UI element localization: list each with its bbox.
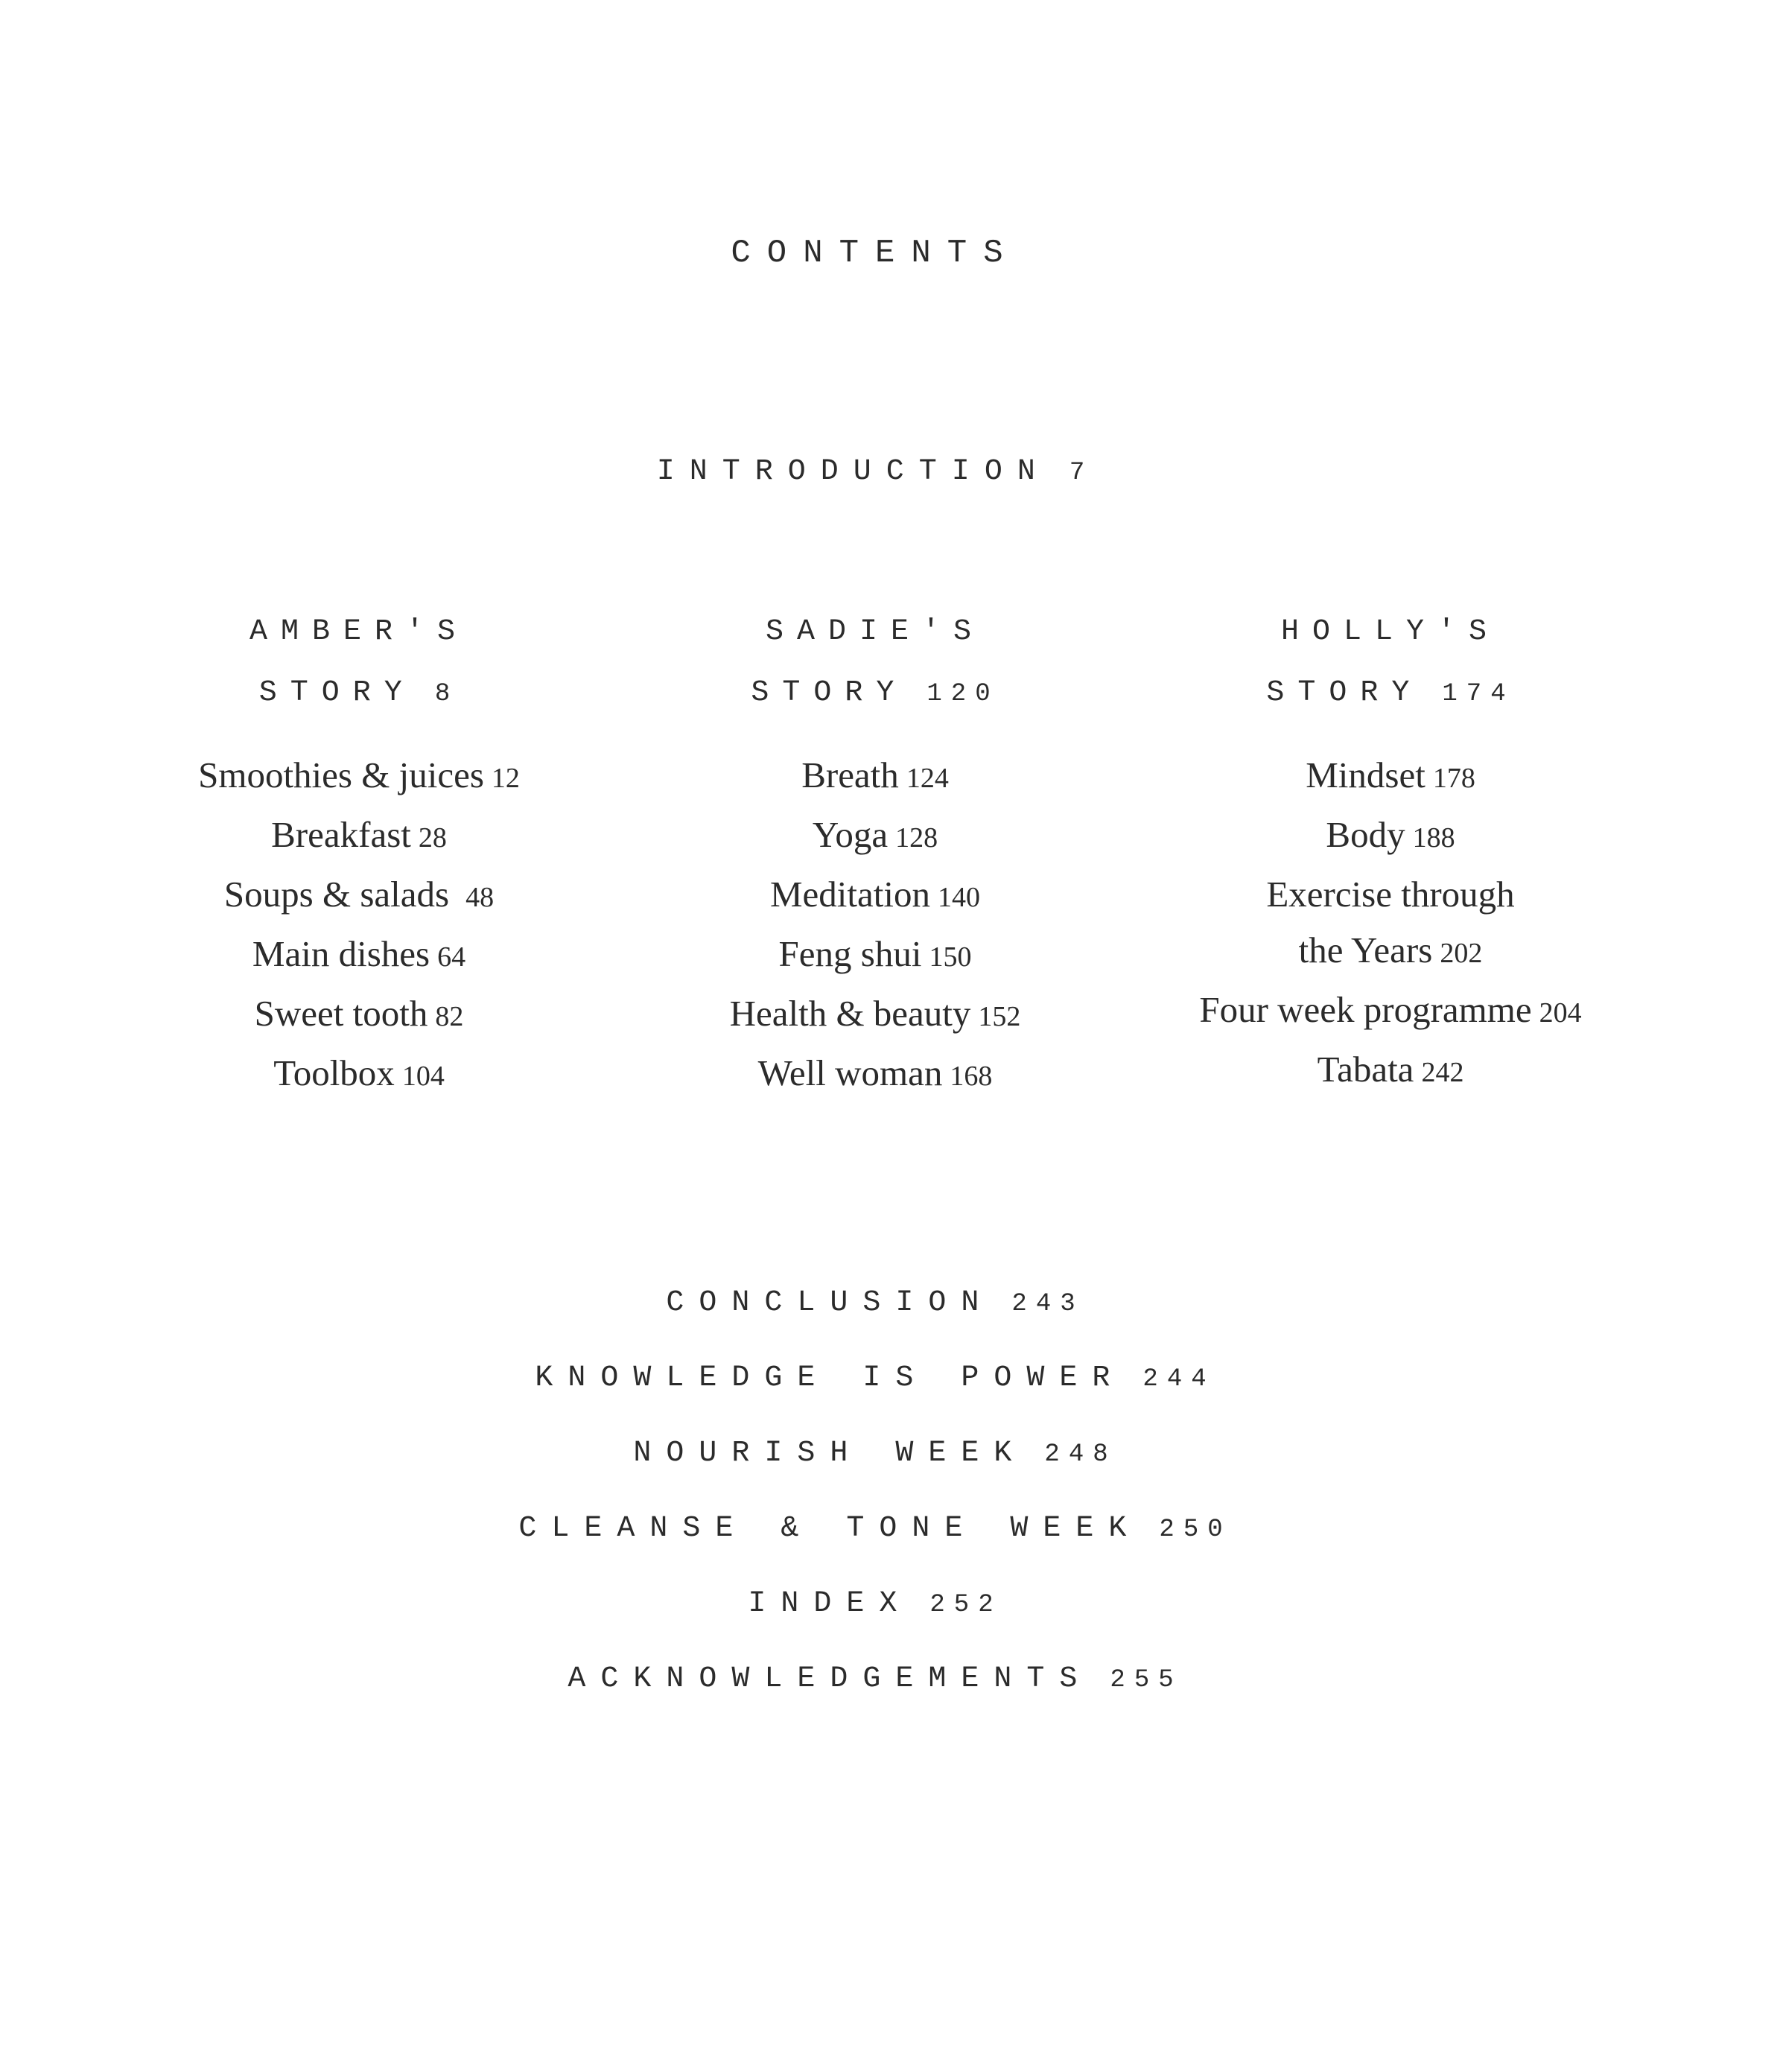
toc-item[interactable] [1107, 747, 1673, 807]
toc-entry-page: 248 [1044, 1440, 1117, 1469]
toc-item-page: 64 [437, 941, 466, 973]
toc-item-label: Body [1326, 814, 1405, 855]
toc-item-page: 124 [906, 763, 949, 794]
toc-item-page: 202 [1440, 938, 1483, 969]
toc-item-wrapped-first-line[interactable] [1107, 866, 1673, 922]
toc-item[interactable] [1107, 807, 1673, 866]
column-heading-label: STORY [1266, 676, 1423, 710]
toc-entry-index[interactable] [518, 1567, 1231, 1642]
toc-entry-cleanse-tone-week[interactable] [518, 1492, 1231, 1567]
toc-item-page: 82 [435, 1001, 464, 1032]
toc-entry-page: 255 [1110, 1666, 1183, 1694]
toc-item-label: Well woman [757, 1052, 943, 1093]
toc-entry-label: INDEX [748, 1587, 912, 1621]
toc-entry-label: INTRODUCTION [656, 455, 1050, 489]
column-heading-line2[interactable] [1107, 663, 1673, 725]
toc-item[interactable] [592, 747, 1158, 807]
column-heading-page: 174 [1442, 680, 1515, 708]
toc-item[interactable] [592, 866, 1158, 926]
toc-entry-label: NOURISH WEEK [633, 1437, 1027, 1470]
toc-item-label: Breath [801, 754, 899, 795]
column-heading-line2[interactable] [592, 663, 1158, 725]
toc-item[interactable] [1107, 1041, 1673, 1101]
column-heading-page: 120 [926, 680, 999, 708]
column-heading-page: 8 [434, 680, 460, 708]
column-heading-line1: AMBER'S [249, 615, 469, 649]
toc-entry-label: KNOWLEDGE IS POWER [535, 1361, 1125, 1395]
toc-item-label: Four week programme [1199, 989, 1532, 1030]
column-item-list [1107, 747, 1673, 1101]
toc-item[interactable] [592, 985, 1158, 1045]
toc-item-page: 140 [938, 882, 981, 913]
column-item-list [76, 747, 642, 1105]
toc-item[interactable] [76, 926, 642, 985]
toc-entry-acknowledgements[interactable] [518, 1642, 1231, 1717]
toc-item[interactable] [1107, 982, 1673, 1041]
toc-item-label: Toolbox [273, 1052, 395, 1093]
back-matter-list [518, 1266, 1231, 1717]
toc-entry-page: 244 [1142, 1365, 1215, 1393]
column-heading-line2[interactable] [76, 663, 642, 725]
toc-item-label: Yoga [812, 814, 889, 855]
toc-column-sadies-story [592, 602, 1158, 1105]
toc-item-label: Tabata [1317, 1049, 1414, 1090]
toc-item[interactable] [76, 1045, 642, 1105]
toc-item[interactable] [76, 866, 642, 926]
toc-entry-page: 7 [1069, 459, 1094, 487]
toc-item[interactable] [76, 807, 642, 866]
column-heading-label: STORY [258, 676, 416, 710]
page-title: CONTENTS [731, 235, 1020, 272]
toc-item-page: 178 [1432, 763, 1475, 794]
toc-item-label: Exercise through [1266, 874, 1515, 915]
toc-entry-page: 252 [929, 1591, 1002, 1619]
toc-item-page: 168 [950, 1061, 993, 1092]
toc-item-label: Mindset [1306, 754, 1425, 795]
toc-item-page: 150 [929, 941, 972, 973]
toc-item-page: 104 [401, 1061, 445, 1092]
toc-item-label: Meditation [769, 874, 931, 915]
toc-column-ambers-story [76, 602, 642, 1105]
toc-item[interactable] [592, 1045, 1158, 1105]
toc-item-label: Sweet tooth [254, 993, 428, 1034]
toc-item-page: 152 [978, 1001, 1021, 1032]
toc-entry-introduction[interactable] [657, 451, 1093, 494]
toc-item[interactable] [76, 747, 642, 807]
toc-entry-conclusion[interactable] [518, 1266, 1231, 1341]
column-item-list [592, 747, 1158, 1105]
toc-entry-label: ACKNOWLEDGEMENTS [568, 1662, 1093, 1696]
toc-item-page: 48 [465, 882, 495, 913]
toc-item[interactable] [592, 926, 1158, 985]
toc-item-label: Soups & salads [223, 874, 450, 915]
column-heading-line1: HOLLY'S [1280, 615, 1501, 649]
toc-entry-page: 243 [1011, 1290, 1084, 1318]
toc-entry-label: CONCLUSION [666, 1286, 994, 1320]
toc-entry-label: CLEANSE & TONE WEEK [518, 1512, 1142, 1545]
toc-item[interactable] [592, 807, 1158, 866]
toc-entry-page: 250 [1159, 1516, 1232, 1544]
toc-item-label: Breakfast [271, 814, 411, 855]
toc-item-label: Main dishes [252, 933, 430, 974]
toc-item-page: 12 [491, 763, 520, 794]
toc-item-wrapped-second-line[interactable] [1107, 922, 1673, 982]
toc-item[interactable] [76, 985, 642, 1045]
toc-item-label: the Years [1298, 929, 1433, 970]
toc-item-label: Health & beauty [729, 993, 971, 1034]
toc-item-page: 204 [1539, 997, 1582, 1029]
toc-item-page: 128 [895, 822, 938, 854]
column-heading-label: STORY [751, 676, 908, 710]
toc-item-label: Smoothies & juices [198, 754, 484, 795]
toc-entry-knowledge-is-power[interactable] [518, 1341, 1231, 1417]
toc-item-page: 242 [1421, 1057, 1464, 1088]
toc-item-page: 188 [1412, 822, 1455, 854]
toc-column-hollys-story [1107, 602, 1673, 1101]
toc-entry-nourish-week[interactable] [518, 1417, 1231, 1492]
toc-item-page: 28 [418, 822, 447, 854]
column-heading-line1: SADIE'S [765, 615, 985, 649]
toc-item-label: Feng shui [778, 933, 922, 974]
